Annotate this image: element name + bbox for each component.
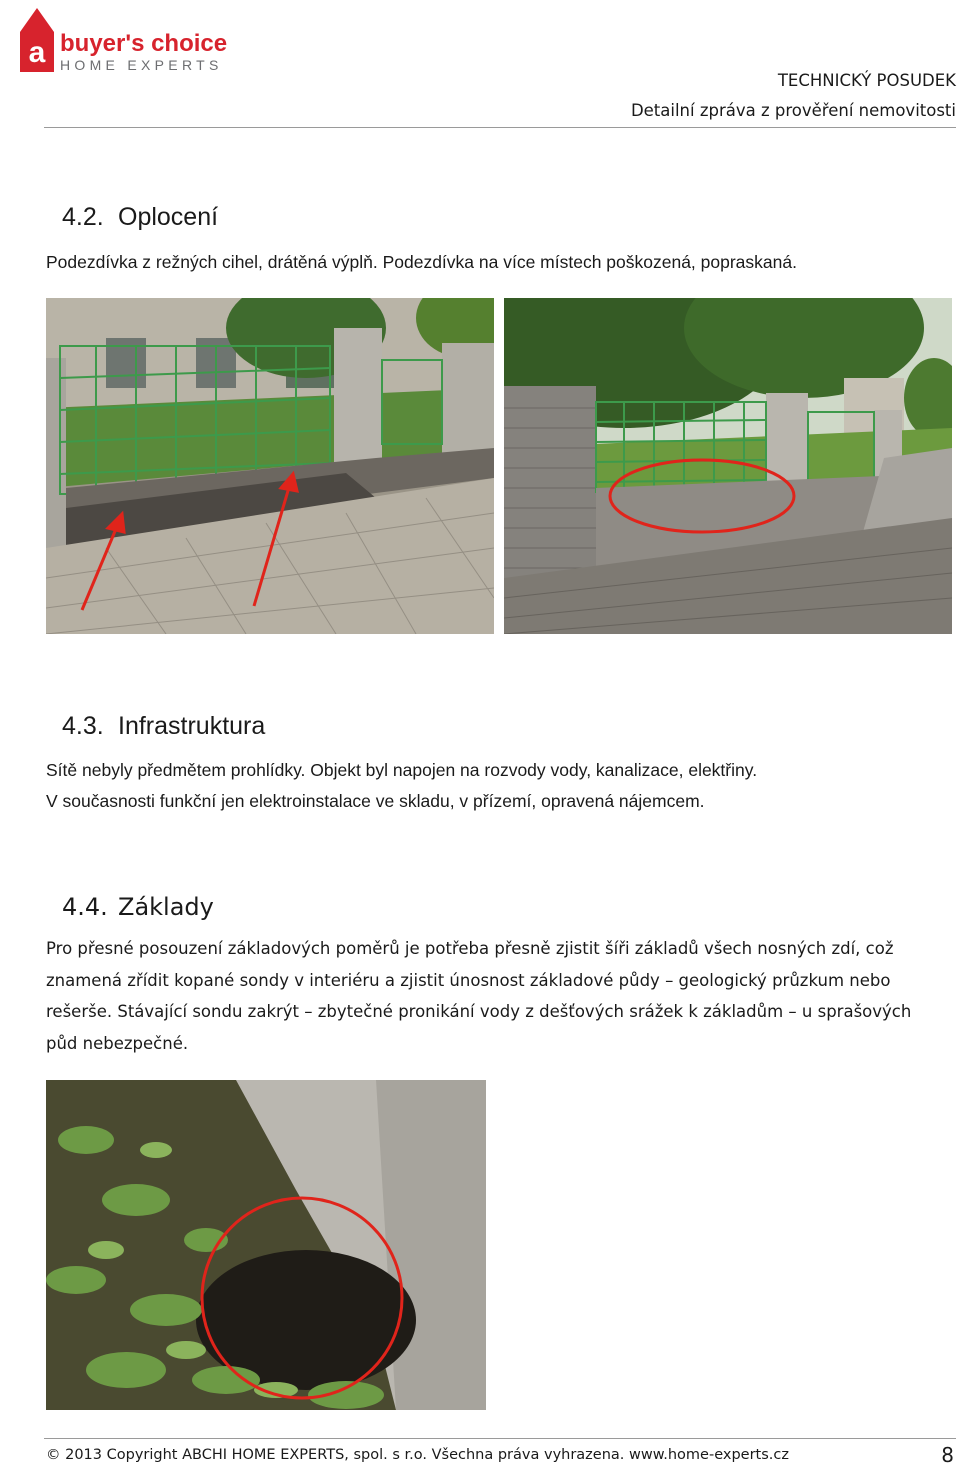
section-heading-oploceni: 4.2. Oplocení <box>62 203 219 231</box>
photo-fence-damage-circle <box>504 298 952 634</box>
section-text-zaklady: Pro přesné posouzení základových poměrů je potřeba přesně zjistit šíři základů všech nosných zdí, což znamená zřídit kopané sondy v interiéru a zjistit únosnost základové půdy – geologický průzkum nebo rešerše. Stávající sondu zakrýt – zbytečné pronikání vody z dešťových srážek k základům – u sprašových půd nebezpečné. <box>46 939 912 1053</box>
section-heading-infrastruktura: 4.3. Infrastruktura <box>62 712 266 740</box>
header-divider <box>44 127 956 128</box>
section-text-infrastruktura-2: V současnosti funkční jen elektroinstalace ve skladu, v přízemí, opravená nájemcem. <box>46 791 705 811</box>
page-number: 8 <box>941 1443 954 1467</box>
company-logo <box>18 4 228 74</box>
footer-divider <box>44 1438 956 1439</box>
document-title: TECHNICKÝ POSUDEK <box>777 71 956 90</box>
section-text-oploceni: Podezdívka z režných cihel, drátěná výplň. Podezdívka na více místech poškozená, popraskaná. <box>46 252 797 272</box>
svg-text:a: a <box>28 36 46 69</box>
document-subtitle: Detailní zpráva z prověření nemovitosti <box>630 101 956 120</box>
section-heading-zaklady: 4.4. Základy <box>62 893 214 921</box>
photo-foundation-probe <box>46 1080 486 1410</box>
document-header <box>631 66 956 126</box>
svg-text:buyer's choice: buyer's choice <box>60 30 228 57</box>
photo-fence-damage-arrows <box>46 298 494 634</box>
section-text-infrastruktura-1: Sítě nebyly předmětem prohlídky. Objekt byl napojen na rozvody vody, kanalizace, elektřiny. <box>46 760 758 780</box>
svg-text:HOME EXPERTS: HOME EXPERTS <box>60 57 223 73</box>
footer-copyright: © 2013 Copyright ABCHI HOME EXPERTS, spol. s r.o. Všechna práva vyhrazena. www.home-experts.cz <box>46 1447 789 1463</box>
